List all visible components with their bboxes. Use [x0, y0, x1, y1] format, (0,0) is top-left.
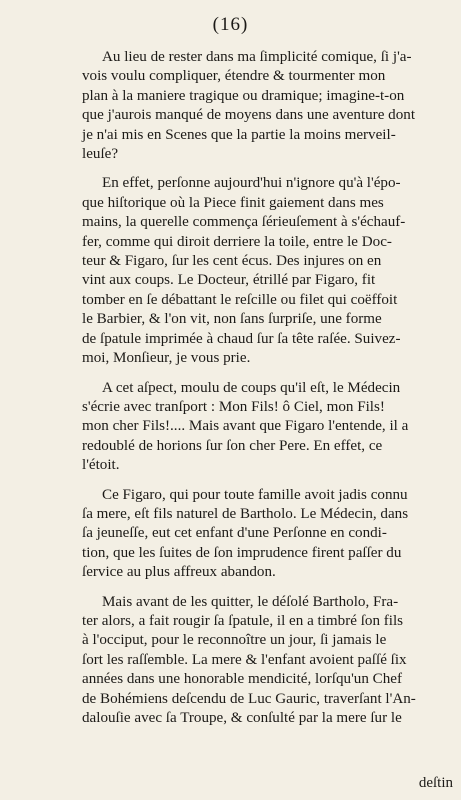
- text-line: mon cher Fils!.... Mais avant que Figaro l'entende, il a: [82, 418, 409, 435]
- text-line: leuſe?: [82, 146, 119, 163]
- text-line: A cet aſpect, moulu de coups qu'il eſt, le Médecin: [102, 379, 401, 396]
- text-line: redoublé de horions ſur ſon cher Pere. En effet, ce: [82, 437, 383, 454]
- text-line: ter alors, a fait rougir ſa ſpatule, il en a timbré ſon fils: [82, 612, 404, 629]
- paragraph: [82, 486, 454, 583]
- catchword: deſtin: [418, 775, 453, 791]
- text-line: ſort les raſſemble. La mere & l'enfant avoient paſſé ſix: [82, 651, 407, 668]
- text-line: je n'ai mis en Scenes que la partie la moins merveil-: [82, 126, 396, 143]
- text-line: le Barbier, & l'on vit, non ſans ſurpriſe, une forme: [82, 311, 382, 328]
- text-line: mains, la querelle commença ſérieuſement à s'échauf-: [82, 214, 406, 231]
- text-line: ſervice au plus affreux abandon.: [82, 564, 276, 581]
- body-text: [82, 48, 454, 738]
- text-line: à l'occiput, pour le reconnoître un jour, ſi jamais le: [82, 632, 387, 649]
- text-line: ſa jeuneſſe, eut cet enfant d'une Perſonne en condi-: [82, 525, 387, 542]
- text-line: fer, comme qui diroit derriere la toile, entre le Doc-: [82, 233, 392, 250]
- paragraph: [82, 48, 454, 164]
- paragraph: [82, 593, 454, 729]
- text-line: En effet, perſonne aujourd'hui n'ignore qu'à l'épo-: [102, 175, 401, 192]
- text-line: ſa mere, eſt fils naturel de Bartholo. Le Médecin, dans: [82, 505, 409, 522]
- paragraph: [82, 379, 454, 476]
- text-line: tomber en ſe débattant le reſcille ou filet qui coëffoit: [82, 291, 398, 308]
- text-line: vois voulu compliquer, étendre & tourmenter mon: [82, 68, 386, 85]
- text-line: l'étoit.: [82, 457, 120, 474]
- text-line: Mais avant de les quitter, le déſolé Bartholo, Fra-: [102, 593, 399, 610]
- text-line: teur & Figaro, ſur les cent écus. Des injures on en: [82, 253, 382, 270]
- text-line: moi, Monſieur, je vous prie.: [82, 350, 251, 367]
- text-line: dalouſie avec ſa Troupe, & conſulté par la mere ſur le: [82, 710, 402, 726]
- page-number: (16): [212, 14, 249, 35]
- text-line: tion, que les ſuites de ſon imprudence firent paſſer du: [82, 544, 402, 561]
- text-line: de Bohémiens deſcendu de Luc Gauric, traverſant l'An-: [82, 690, 416, 707]
- text-line: s'écrie avec tranſport : Mon Fils! ô Ciel, mon Fils!: [82, 398, 385, 415]
- paragraph: [82, 174, 454, 368]
- text-line: vint aux coups. Le Docteur, étrillé par Figaro, fit: [82, 272, 376, 289]
- text-line: plan à la maniere tragique ou dramique; imagine-t-on: [82, 87, 405, 104]
- text-line: Au lieu de rester dans ma ſimplicité comique, ſi j'a-: [102, 49, 412, 65]
- text-line: que hiſtorique où la Piece finit gaiement dans mes: [82, 194, 384, 211]
- text-line: de ſpatule imprimée à chaud ſur ſa tête raſée. Suivez-: [82, 330, 401, 347]
- text-line: années dans une honorable mendicité, lorſqu'un Chef: [82, 671, 403, 688]
- text-line: Ce Figaro, qui pour toute famille avoit jadis connu: [102, 486, 408, 503]
- text-line: que j'aurois manqué de moyens dans une aventure dont: [82, 107, 416, 124]
